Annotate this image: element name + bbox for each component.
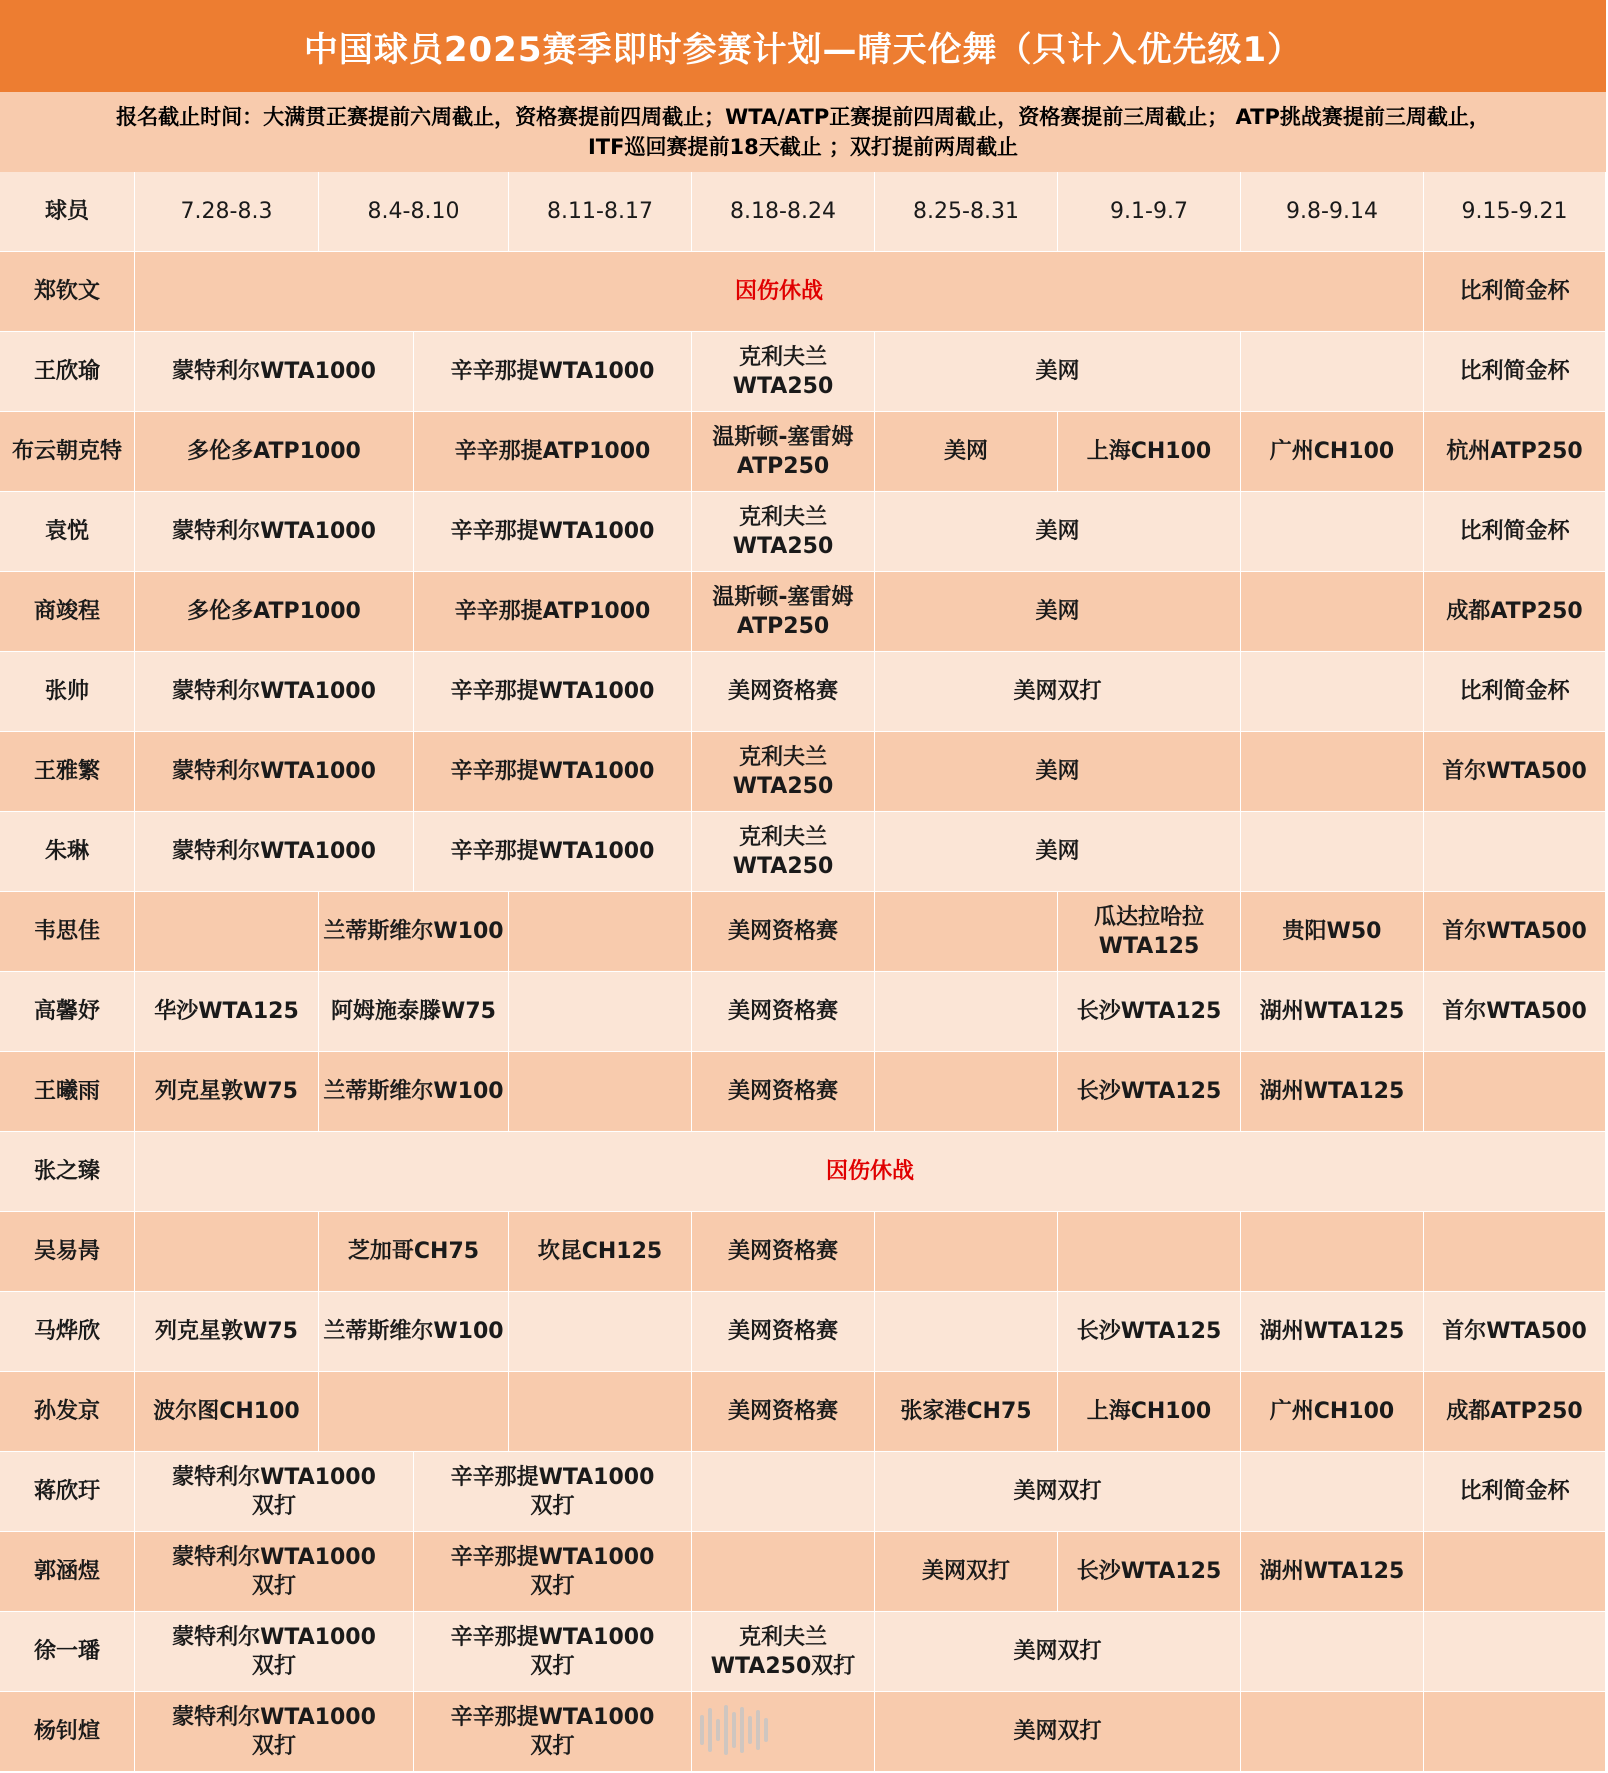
player-name: 杨钊煊 bbox=[0, 1692, 135, 1772]
tournament-cell bbox=[875, 1372, 1058, 1452]
tournament-text: 美网资格赛 bbox=[727, 679, 838, 704]
table-row bbox=[0, 572, 1606, 652]
tournament-cell bbox=[692, 412, 875, 492]
tournament-cell bbox=[692, 812, 875, 892]
tournament-cell bbox=[1241, 1692, 1424, 1772]
tournament-cell bbox=[692, 652, 875, 732]
tournament-cell bbox=[1058, 1292, 1241, 1372]
tournament-cell bbox=[414, 492, 692, 572]
tournament-text: 蒙特利尔WTA1000 bbox=[172, 519, 376, 544]
tournament-text: WTA125 bbox=[1098, 933, 1200, 959]
tournament-text: 长沙WTA125 bbox=[1076, 999, 1222, 1024]
tournament-cell bbox=[875, 332, 1241, 412]
tournament-text: 美网资格赛 bbox=[727, 1399, 838, 1424]
tournament-cell bbox=[1424, 652, 1606, 732]
tournament-cell bbox=[509, 892, 692, 972]
tournament-text: 双打 bbox=[251, 1493, 296, 1519]
tournament-text: 长沙WTA125 bbox=[1076, 1079, 1222, 1104]
tournament-cell bbox=[509, 1292, 692, 1372]
tournament-cell bbox=[875, 732, 1241, 812]
tournament-cell bbox=[135, 1052, 319, 1132]
table-row bbox=[0, 1532, 1606, 1612]
tournament-text: 蒙特利尔WTA1000 bbox=[172, 359, 376, 384]
tournament-cell bbox=[319, 1052, 509, 1132]
tournament-text: 美网 bbox=[1035, 599, 1080, 624]
tournament-cell bbox=[875, 1052, 1058, 1132]
tournament-text: 兰蒂斯维尔W100 bbox=[323, 1079, 504, 1104]
tournament-cell bbox=[1241, 492, 1424, 572]
header-week-4: 8.18-8.24 bbox=[692, 172, 875, 252]
deadline-note-line-1: 报名截止时间：大满贯正赛提前六周截止，资格赛提前四周截止；WTA/ATP正赛提前四周截止，资格赛提前三周截止； ATP挑战赛提前三周截止， bbox=[116, 105, 1490, 129]
tournament-text: 兰蒂斯维尔W100 bbox=[323, 919, 504, 944]
tournament-cell bbox=[135, 892, 319, 972]
tournament-text: 首尔WTA500 bbox=[1442, 1319, 1587, 1344]
table-row bbox=[0, 1052, 1606, 1132]
header-week-1: 7.28-8.3 bbox=[135, 172, 319, 252]
tournament-text: 阿姆施泰滕W75 bbox=[331, 999, 496, 1024]
tournament-text: 双打 bbox=[530, 1653, 575, 1679]
tournament-cell bbox=[1424, 492, 1606, 572]
tournament-cell bbox=[414, 412, 692, 492]
tournament-cell bbox=[692, 892, 875, 972]
tournament-cell bbox=[135, 572, 414, 652]
tournament-cell bbox=[692, 972, 875, 1052]
tournament-cell bbox=[319, 1212, 509, 1292]
tournament-text: 美网双打 bbox=[1013, 1719, 1102, 1744]
tournament-cell bbox=[692, 332, 875, 412]
tournament-text: 美网 bbox=[1035, 519, 1080, 544]
player-name: 张之臻 bbox=[0, 1132, 135, 1212]
tournament-cell bbox=[135, 332, 414, 412]
tournament-cell bbox=[135, 1532, 414, 1612]
player-name: 张帅 bbox=[0, 652, 135, 732]
tournament-cell bbox=[1424, 412, 1606, 492]
tournament-cell bbox=[135, 1212, 319, 1292]
tournament-cell bbox=[875, 572, 1241, 652]
player-name: 王曦雨 bbox=[0, 1052, 135, 1132]
tournament-cell bbox=[1241, 812, 1424, 892]
tournament-text: WTA250 bbox=[732, 853, 834, 879]
tournament-text: 长沙WTA125 bbox=[1076, 1319, 1222, 1344]
tournament-cell bbox=[1241, 1532, 1424, 1612]
tournament-text: 蒙特利尔WTA1000 bbox=[172, 1704, 376, 1730]
tournament-cell bbox=[135, 412, 414, 492]
tournament-text: WTA250双打 bbox=[710, 1653, 856, 1679]
table-row bbox=[0, 812, 1606, 892]
player-name: 郑钦文 bbox=[0, 252, 135, 332]
tournament-cell bbox=[319, 1292, 509, 1372]
tournament-cell bbox=[1241, 1612, 1424, 1692]
tournament-text: 美网双打 bbox=[921, 1559, 1010, 1584]
tournament-cell bbox=[692, 572, 875, 652]
player-name: 徐一璠 bbox=[0, 1612, 135, 1692]
table-row bbox=[0, 732, 1606, 812]
tournament-text: 首尔WTA500 bbox=[1442, 919, 1587, 944]
tournament-cell bbox=[1424, 1292, 1606, 1372]
tournament-text: 温斯顿-塞雷姆 bbox=[712, 584, 854, 610]
tournament-text: 成都ATP250 bbox=[1446, 599, 1583, 624]
player-name: 蒋欣玗 bbox=[0, 1452, 135, 1532]
tournament-cell bbox=[692, 1452, 875, 1532]
tournament-cell bbox=[1241, 1372, 1424, 1452]
table-row bbox=[0, 652, 1606, 732]
tournament-cell bbox=[1241, 1452, 1424, 1532]
table-row bbox=[0, 892, 1606, 972]
tournament-text: 双打 bbox=[530, 1573, 575, 1599]
player-name: 韦思佳 bbox=[0, 892, 135, 972]
tournament-text: 辛辛那提WTA1000 bbox=[450, 679, 655, 704]
player-name: 郭涵煜 bbox=[0, 1532, 135, 1612]
tournament-text: 克利夫兰 bbox=[738, 504, 827, 530]
tournament-text: WTA250 bbox=[732, 533, 834, 559]
tournament-text: 辛辛那提WTA1000 bbox=[450, 359, 655, 384]
tournament-text: 广州CH100 bbox=[1269, 439, 1395, 464]
tournament-cell bbox=[1424, 252, 1606, 332]
tournament-cell bbox=[692, 1212, 875, 1292]
tournament-cell bbox=[135, 1612, 414, 1692]
tournament-text: 首尔WTA500 bbox=[1442, 999, 1587, 1024]
header-week-7: 9.8-9.14 bbox=[1241, 172, 1424, 252]
tournament-cell bbox=[414, 732, 692, 812]
player-name: 布云朝克特 bbox=[0, 412, 135, 492]
tournament-text: 克利夫兰 bbox=[738, 744, 827, 770]
tournament-cell bbox=[414, 1532, 692, 1612]
tournament-cell bbox=[1058, 412, 1241, 492]
tournament-cell bbox=[1241, 1212, 1424, 1292]
player-name: 王雅繁 bbox=[0, 732, 135, 812]
tournament-text: 辛辛那提ATP1000 bbox=[454, 439, 651, 464]
tournament-cell bbox=[135, 652, 414, 732]
tournament-cell bbox=[692, 1292, 875, 1372]
tournament-text: 兰蒂斯维尔W100 bbox=[323, 1319, 504, 1344]
tournament-text: 蒙特利尔WTA1000 bbox=[172, 759, 376, 784]
tournament-cell bbox=[509, 1052, 692, 1132]
tournament-text: 美网 bbox=[1035, 759, 1080, 784]
tournament-cell bbox=[414, 1692, 692, 1772]
tournament-cell bbox=[1241, 412, 1424, 492]
player-name: 朱琳 bbox=[0, 812, 135, 892]
tournament-text: 美网资格赛 bbox=[727, 1079, 838, 1104]
tournament-text: 克利夫兰 bbox=[738, 824, 827, 850]
tournament-cell bbox=[1424, 892, 1606, 972]
tournament-text: 因伤休战 bbox=[825, 1159, 914, 1184]
tournament-cell bbox=[1058, 892, 1241, 972]
tournament-cell bbox=[319, 1372, 509, 1452]
tournament-text: 克利夫兰 bbox=[738, 344, 827, 370]
tournament-text: 上海CH100 bbox=[1086, 439, 1212, 464]
header-player: 球员 bbox=[0, 172, 135, 252]
tournament-text: 双打 bbox=[530, 1733, 575, 1759]
tournament-cell bbox=[1241, 572, 1424, 652]
tournament-text: 湖州WTA125 bbox=[1259, 1079, 1405, 1104]
tournament-text: 瓜达拉哈拉 bbox=[1093, 904, 1204, 930]
tournament-text: 辛辛那提WTA1000 bbox=[450, 1624, 655, 1650]
tournament-cell bbox=[135, 972, 319, 1052]
header-week-5: 8.25-8.31 bbox=[875, 172, 1058, 252]
tournament-cell bbox=[319, 892, 509, 972]
header-week-2: 8.4-8.10 bbox=[319, 172, 509, 252]
tournament-cell bbox=[509, 972, 692, 1052]
tournament-text: 蒙特利尔WTA1000 bbox=[172, 679, 376, 704]
tournament-cell bbox=[1241, 892, 1424, 972]
table-row bbox=[0, 412, 1606, 492]
tournament-cell bbox=[875, 1212, 1058, 1292]
tournament-cell bbox=[1424, 732, 1606, 812]
player-name: 王欣瑜 bbox=[0, 332, 135, 412]
tournament-text: 美网资格赛 bbox=[727, 919, 838, 944]
player-name: 高馨妤 bbox=[0, 972, 135, 1052]
table-row bbox=[0, 492, 1606, 572]
tournament-text: 湖州WTA125 bbox=[1259, 999, 1405, 1024]
tournament-text: 双打 bbox=[251, 1733, 296, 1759]
header-row bbox=[0, 172, 1606, 252]
tournament-cell bbox=[1058, 972, 1241, 1052]
tournament-cell bbox=[875, 492, 1241, 572]
table-row bbox=[0, 1372, 1606, 1452]
tournament-text: 多伦多ATP1000 bbox=[187, 599, 361, 624]
table-row bbox=[0, 1612, 1606, 1692]
table-row bbox=[0, 1292, 1606, 1372]
tournament-text: 辛辛那提WTA1000 bbox=[450, 759, 655, 784]
tournament-text: 美网资格赛 bbox=[727, 999, 838, 1024]
tournament-text: 美网 bbox=[1035, 839, 1080, 864]
tournament-text: 芝加哥CH75 bbox=[347, 1239, 480, 1264]
tournament-cell bbox=[1424, 972, 1606, 1052]
tournament-text: 美网资格赛 bbox=[727, 1239, 838, 1264]
player-name: 商竣程 bbox=[0, 572, 135, 652]
tournament-cell bbox=[1241, 652, 1424, 732]
tournament-cell bbox=[1058, 1212, 1241, 1292]
tournament-text: 辛辛那提ATP1000 bbox=[454, 599, 651, 624]
tournament-cell bbox=[509, 1212, 692, 1292]
tournament-cell bbox=[135, 812, 414, 892]
tournament-text: 杭州ATP250 bbox=[1446, 439, 1583, 464]
tournament-cell bbox=[875, 812, 1241, 892]
tournament-cell bbox=[875, 652, 1241, 732]
header-week-3: 8.11-8.17 bbox=[509, 172, 692, 252]
tournament-text: 多伦多ATP1000 bbox=[187, 439, 361, 464]
tournament-cell bbox=[1241, 732, 1424, 812]
header-week-6: 9.1-9.7 bbox=[1058, 172, 1241, 252]
tournament-cell bbox=[1241, 332, 1424, 412]
tournament-text: 华沙WTA125 bbox=[154, 999, 299, 1024]
player-name: 孙发京 bbox=[0, 1372, 135, 1452]
tournament-cell bbox=[1424, 1212, 1606, 1292]
tournament-text: WTA250 bbox=[732, 773, 834, 799]
tournament-cell bbox=[692, 492, 875, 572]
table-row bbox=[0, 972, 1606, 1052]
tournament-cell bbox=[692, 732, 875, 812]
tournament-text: 双打 bbox=[251, 1573, 296, 1599]
tournament-cell bbox=[692, 1052, 875, 1132]
tournament-cell bbox=[1424, 572, 1606, 652]
tournament-text: 美网双打 bbox=[1013, 1639, 1102, 1664]
header-week-8: 9.15-9.21 bbox=[1424, 172, 1606, 252]
tournament-cell bbox=[414, 652, 692, 732]
tournament-text: 贵阳W50 bbox=[1282, 919, 1382, 944]
tournament-text: 辛辛那提WTA1000 bbox=[450, 839, 655, 864]
table-row bbox=[0, 332, 1606, 412]
tournament-text: ATP250 bbox=[736, 453, 830, 479]
tournament-text: 温斯顿-塞雷姆 bbox=[712, 424, 854, 450]
tournament-cell bbox=[1424, 1532, 1606, 1612]
tournament-cell bbox=[135, 1372, 319, 1452]
tournament-cell bbox=[1424, 1452, 1606, 1532]
player-name: 吴易昺 bbox=[0, 1212, 135, 1292]
table-row bbox=[0, 1132, 1606, 1212]
tournament-cell bbox=[509, 1372, 692, 1452]
tournament-cell bbox=[135, 1292, 319, 1372]
deadline-note bbox=[0, 92, 1606, 172]
table-row bbox=[0, 252, 1606, 332]
tournament-text: 克利夫兰 bbox=[738, 1624, 827, 1650]
tournament-cell bbox=[692, 1612, 875, 1692]
tournament-text: 成都ATP250 bbox=[1446, 1399, 1583, 1424]
tournament-text: 因伤休战 bbox=[734, 279, 823, 304]
tournament-cell bbox=[1241, 1292, 1424, 1372]
tournament-text: 比利简金杯 bbox=[1459, 679, 1570, 704]
tournament-cell bbox=[1424, 332, 1606, 412]
tournament-text: 蒙特利尔WTA1000 bbox=[172, 839, 376, 864]
tournament-cell bbox=[135, 492, 414, 572]
tournament-text: 辛辛那提WTA1000 bbox=[450, 519, 655, 544]
tournament-cell bbox=[875, 892, 1058, 972]
table-row bbox=[0, 1212, 1606, 1292]
sheet-title: 中国球员2025赛季即时参赛计划—晴天伦舞（只计入优先级1） bbox=[0, 0, 1606, 92]
tournament-cell bbox=[1058, 1532, 1241, 1612]
tournament-cell bbox=[1424, 1052, 1606, 1132]
table-row bbox=[0, 1452, 1606, 1532]
tournament-text: 波尔图CH100 bbox=[153, 1399, 300, 1424]
tournament-text: 比利简金杯 bbox=[1459, 279, 1570, 304]
tournament-text: 列克星敦W75 bbox=[155, 1079, 298, 1104]
injury-status bbox=[135, 252, 1424, 332]
tournament-cell bbox=[875, 972, 1058, 1052]
tournament-text: 双打 bbox=[251, 1653, 296, 1679]
tournament-text: 列克星敦W75 bbox=[155, 1319, 298, 1344]
tournament-text: 蒙特利尔WTA1000 bbox=[172, 1464, 376, 1490]
tournament-cell bbox=[135, 732, 414, 812]
tournament-text: 蒙特利尔WTA1000 bbox=[172, 1624, 376, 1650]
tournament-text: 比利简金杯 bbox=[1459, 1479, 1570, 1504]
tournament-cell bbox=[414, 332, 692, 412]
tournament-text: 蒙特利尔WTA1000 bbox=[172, 1544, 376, 1570]
tournament-text: 湖州WTA125 bbox=[1259, 1319, 1405, 1344]
tournament-cell bbox=[319, 972, 509, 1052]
tournament-text: 辛辛那提WTA1000 bbox=[450, 1544, 655, 1570]
tournament-text: WTA250 bbox=[732, 373, 834, 399]
tournament-cell bbox=[414, 812, 692, 892]
tournament-text: 张家港CH75 bbox=[900, 1399, 1032, 1424]
tournament-cell bbox=[135, 1452, 414, 1532]
tournament-cell bbox=[1424, 1372, 1606, 1452]
tournament-cell bbox=[875, 1452, 1241, 1532]
tournament-cell bbox=[875, 1292, 1058, 1372]
injury-status bbox=[135, 1132, 1606, 1212]
tournament-text: 美网资格赛 bbox=[727, 1319, 838, 1344]
tournament-text: 双打 bbox=[530, 1493, 575, 1519]
tournament-text: 辛辛那提WTA1000 bbox=[450, 1704, 655, 1730]
tournament-cell bbox=[1241, 1052, 1424, 1132]
tournament-cell bbox=[1058, 1372, 1241, 1452]
tournament-text: 比利简金杯 bbox=[1459, 519, 1570, 544]
player-name: 马烨欣 bbox=[0, 1292, 135, 1372]
tournament-text: 长沙WTA125 bbox=[1076, 1559, 1222, 1584]
tournament-text: 比利简金杯 bbox=[1459, 359, 1570, 384]
tournament-text: 美网 bbox=[1035, 359, 1080, 384]
tournament-text: 美网 bbox=[943, 439, 988, 464]
tournament-cell bbox=[414, 1452, 692, 1532]
tournament-cell bbox=[875, 1532, 1058, 1612]
tournament-text: ATP250 bbox=[736, 613, 830, 639]
tournament-cell bbox=[875, 412, 1058, 492]
tournament-text: 首尔WTA500 bbox=[1442, 759, 1587, 784]
tournament-cell bbox=[1424, 1692, 1606, 1772]
tournament-cell bbox=[1424, 812, 1606, 892]
tournament-text: 坎昆CH125 bbox=[537, 1239, 663, 1264]
tournament-text: 上海CH100 bbox=[1086, 1399, 1212, 1424]
tournament-cell bbox=[692, 1532, 875, 1612]
tournament-text: 湖州WTA125 bbox=[1259, 1559, 1405, 1584]
tournament-cell bbox=[1058, 1052, 1241, 1132]
tournament-cell bbox=[1424, 1612, 1606, 1692]
deadline-note-line-2: ITF巡回赛提前18天截止 ；双打提前两周截止 bbox=[587, 135, 1019, 159]
tournament-text: 美网双打 bbox=[1013, 679, 1102, 704]
watermark bbox=[700, 1700, 940, 1760]
tournament-cell bbox=[1241, 972, 1424, 1052]
tournament-cell bbox=[135, 1692, 414, 1772]
tournament-text: 辛辛那提WTA1000 bbox=[450, 1464, 655, 1490]
tournament-text: 广州CH100 bbox=[1269, 1399, 1395, 1424]
tournament-cell bbox=[414, 572, 692, 652]
tournament-text: 美网双打 bbox=[1013, 1479, 1102, 1504]
tournament-cell bbox=[414, 1612, 692, 1692]
tournament-cell bbox=[692, 1372, 875, 1452]
tournament-cell bbox=[875, 1612, 1241, 1692]
player-name: 袁悦 bbox=[0, 492, 135, 572]
